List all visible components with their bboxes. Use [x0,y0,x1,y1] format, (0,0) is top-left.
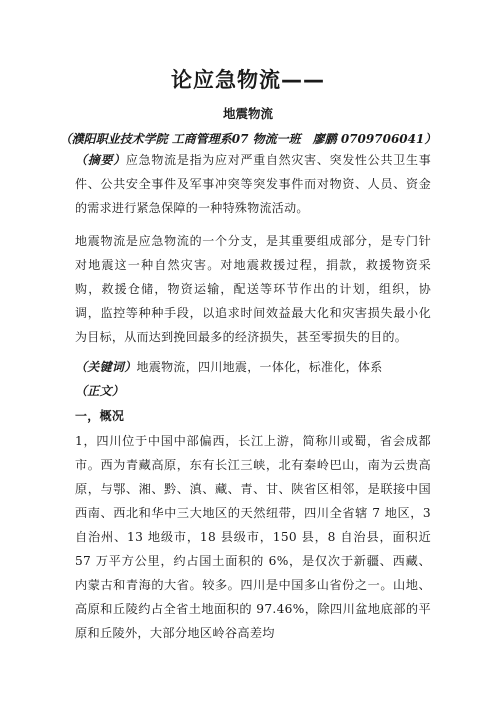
author-line: （濮阳职业技术学院 工商管理系07 物流一班 廖鹏 0709706041） [59,132,437,146]
abstract-paragraph [75,148,431,220]
section-heading: 一，概况 [75,409,125,423]
abstract-text: 应急物流是指为应对严重自然灾害、突发性公共卫生事件、公共安全事件及军事冲突等突发事件而对物资、人员、资金的需求进行紧急保障的一种特殊物流活动。 [75,153,431,215]
document-title: 论应急物流—— [171,68,325,92]
keywords-label: （关键词） [75,360,137,374]
main-text-label: （正文） [75,384,125,398]
body-paragraph-1: 地震物流是应急物流的一个分支，是其重要组成部分，是专门针对地震这一种自然灾害。对地震救援过程，捐款，救援物资采购，救援仓储，物资运输，配送等环节作出的计划，组织，协调，监控等种种手段，以追求时间效益最大化和灾害损失最小化为目标，从而达到挽回最多的经济损失，甚至零损失的目的。 [75,234,431,344]
keywords-text: 地震物流，四川地震，一体化，标准化，体系 [136,360,383,374]
body-paragraph-2: 1，四川位于中国中部偏西，长江上游，简称川或蜀，省会成都市。西为青藏高原，东有长江三峡，北有秦岭巴山，南为云贵高原，与鄂、湘、黔、滇、藏、青、甘、陕省区相邻，是联接中国西南、西北和华中三大地区的天然纽带，四川全省辖 7 地区，3 自治州、13 地级市，18 县级市，150 县，8 自治县，面积近 57 万平方公里，约占国土面积的 6%，是仅次于新疆、西藏、内蒙古和青海的大省。较多。四川是中国多山省份之一。山地、高原和丘陵约占全省土地面积的 97.46%，除四川盆地底部的平原和丘陵外，大部分地区岭谷高差均 [75,434,431,640]
document-subtitle: 地震物流 [222,106,273,121]
keywords-paragraph [75,355,431,379]
abstract-label: （摘要） [75,153,126,167]
